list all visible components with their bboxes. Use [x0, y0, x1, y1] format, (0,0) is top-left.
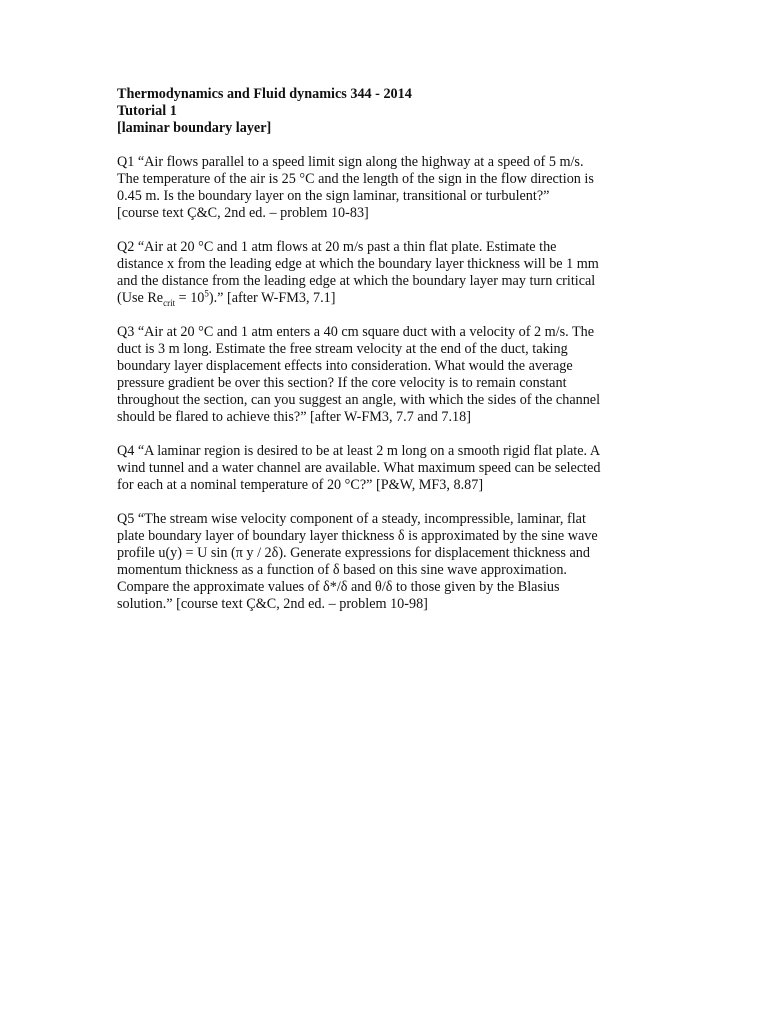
question-1 — [117, 154, 657, 222]
question-4-line: for each at a nominal temperature of 20 °C?” [P&W, MF3, 8.87] — [117, 477, 484, 493]
question-3-line: should be flared to achieve this?” [after W-FM3, 7.7 and 7.18] — [117, 409, 471, 425]
question-3-line: Q3 “Air at 20 °C and 1 atm enters a 40 cm square duct with a velocity of 2 m/s. The — [117, 324, 595, 340]
question-3-line: duct is 3 m long. Estimate the free stream velocity at the end of the duct, taking — [117, 341, 568, 357]
question-1-reference: [course text Ç&C, 2nd ed. – problem 10-83] — [117, 205, 369, 221]
question-3-line: throughout the section, can you suggest an angle, with which the sides of the channel — [117, 392, 601, 408]
question-1-line: The temperature of the air is 25 °C and the length of the sign in the flow direction is — [117, 171, 594, 187]
question-5-line: Compare the approximate values of δ*/δ and θ/δ to those given by the Blasius — [117, 579, 560, 595]
spacer — [117, 426, 657, 443]
spacer — [117, 222, 657, 239]
question-5-line: profile u(y) = U sin (π y / 2δ). Generate expressions for displacement thickness and — [117, 545, 590, 561]
tutorial-topic: [laminar boundary layer] — [117, 120, 272, 136]
question-1-line: Q1 “Air flows parallel to a speed limit sign along the highway at a speed of 5 m/s. — [117, 154, 584, 170]
question-2 — [117, 239, 657, 307]
course-title: Thermodynamics and Fluid dynamics 344 - 2014 — [117, 86, 412, 102]
question-2-line: distance x from the leading edge at which the boundary layer thickness will be 1 mm — [117, 256, 599, 272]
question-2-line — [117, 290, 657, 307]
spacer — [117, 137, 657, 154]
question-5-line: solution.” [course text Ç&C, 2nd ed. – problem 10-98] — [117, 596, 428, 612]
question-4-line: Q4 “A laminar region is desired to be at least 2 m long on a smooth rigid flat plate. A — [117, 443, 601, 459]
question-4 — [117, 443, 657, 494]
question-2-line: and the distance from the leading edge at which the boundary layer may turn critical — [117, 273, 596, 289]
question-2-text: (Use Re — [117, 290, 164, 306]
document-page — [117, 86, 657, 613]
question-2-reference: ).” [after W-FM3, 7.1] — [208, 290, 336, 306]
question-4-line: wind tunnel and a water channel are available. What maximum speed can be selected — [117, 460, 601, 476]
question-5-line: Q5 “The stream wise velocity component of a steady, incompressible, laminar, flat — [117, 511, 586, 527]
spacer — [117, 307, 657, 324]
question-5-line: momentum thickness as a function of δ based on this sine wave approximation. — [117, 562, 567, 578]
tutorial-number: Tutorial 1 — [117, 103, 177, 119]
question-2-line: Q2 “Air at 20 °C and 1 atm flows at 20 m/s past a thin flat plate. Estimate the — [117, 239, 557, 255]
subscript-crit: crit — [163, 297, 176, 308]
question-5 — [117, 511, 657, 613]
spacer — [117, 494, 657, 511]
question-3-line: boundary layer displacement effects into consideration. What would the average — [117, 358, 573, 374]
document-header — [117, 86, 657, 137]
question-3 — [117, 324, 657, 426]
question-1-line: 0.45 m. Is the boundary layer on the sign laminar, transitional or turbulent?” — [117, 188, 550, 204]
question-5-line: plate boundary layer of boundary layer thickness δ is approximated by the sine wave — [117, 528, 598, 544]
question-2-text: = 10 — [175, 290, 205, 306]
question-3-line: pressure gradient be over this section? If the core velocity is to remain constant — [117, 375, 567, 391]
superscript-exponent: 5 — [204, 288, 209, 299]
